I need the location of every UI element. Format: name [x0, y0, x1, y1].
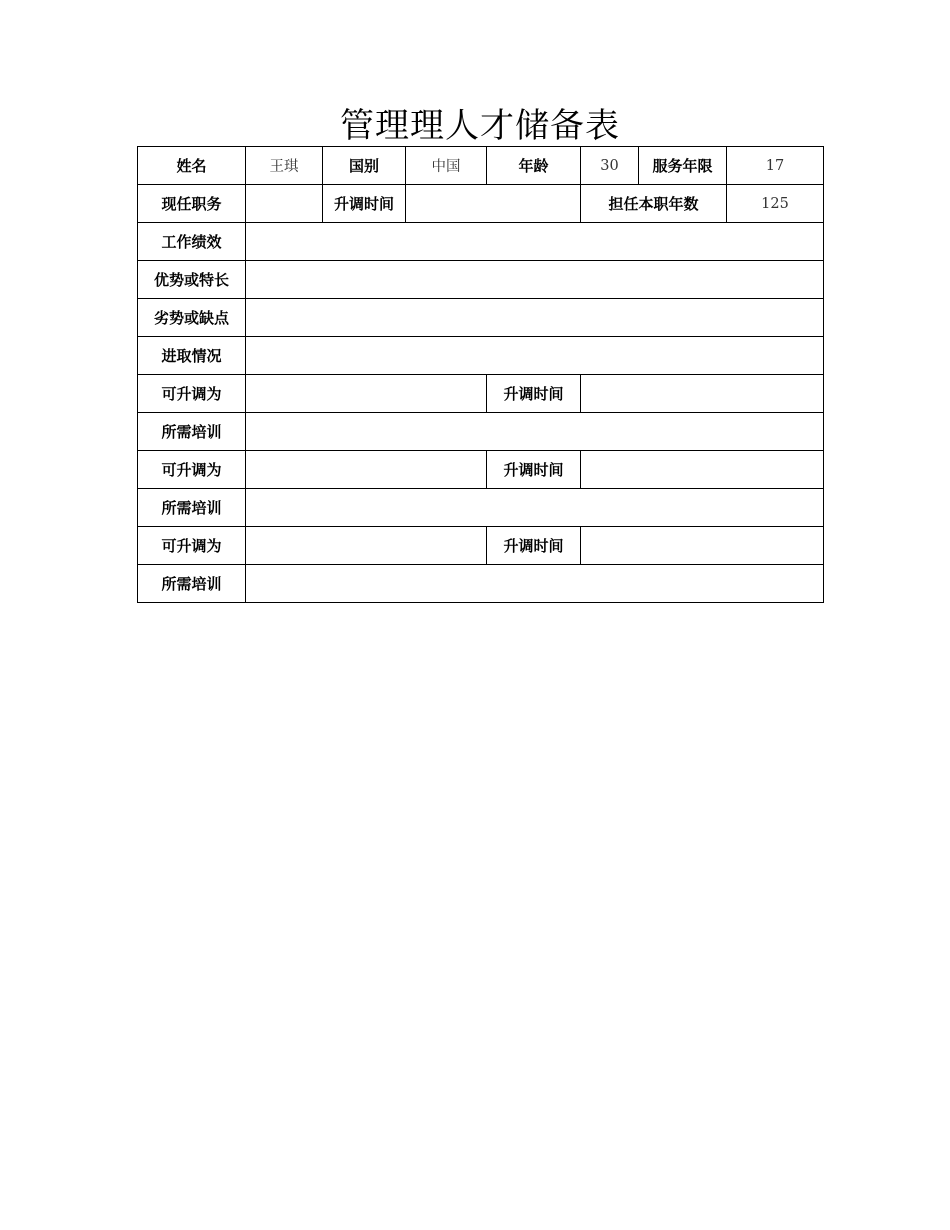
promotable-to-label: 可升调为	[138, 451, 246, 489]
talent-reserve-table	[137, 146, 824, 603]
age-label: 年龄	[487, 147, 581, 185]
weaknesses-label: 劣势或缺点	[138, 299, 246, 337]
page-title: 管理理人才储备表	[340, 106, 620, 146]
tenure-value[interactable]: 125	[727, 185, 824, 223]
current-position-value[interactable]	[246, 185, 323, 223]
promotable-to-label: 可升调为	[138, 375, 246, 413]
promotion-time-value[interactable]	[581, 527, 824, 565]
weaknesses-value[interactable]	[246, 299, 824, 337]
transfer-time-value[interactable]	[406, 185, 581, 223]
table-row	[138, 565, 824, 603]
strengths-label: 优势或特长	[138, 261, 246, 299]
promotable-to-value[interactable]	[246, 451, 487, 489]
table-row	[138, 185, 824, 223]
table-row	[138, 375, 824, 413]
promotion-time-value[interactable]	[581, 375, 824, 413]
service-years-label: 服务年限	[639, 147, 727, 185]
training-needed-label: 所需培训	[138, 489, 246, 527]
tenure-label: 担任本职年数	[581, 185, 727, 223]
promotion-time-label: 升调时间	[487, 527, 581, 565]
ambition-value[interactable]	[246, 337, 824, 375]
table-row	[138, 299, 824, 337]
work-performance-label: 工作绩效	[138, 223, 246, 261]
table-row	[138, 261, 824, 299]
promotion-time-value[interactable]	[581, 451, 824, 489]
training-needed-label: 所需培训	[138, 565, 246, 603]
promotion-time-label: 升调时间	[487, 375, 581, 413]
table-row	[138, 527, 824, 565]
ambition-label: 进取情况	[138, 337, 246, 375]
promotable-to-label: 可升调为	[138, 527, 246, 565]
name-label: 姓名	[138, 147, 246, 185]
table-row	[138, 337, 824, 375]
country-value[interactable]: 中国	[406, 147, 487, 185]
promotable-to-value[interactable]	[246, 375, 487, 413]
promotable-to-value[interactable]	[246, 527, 487, 565]
table-row	[138, 223, 824, 261]
training-needed-value[interactable]	[246, 489, 824, 527]
name-value[interactable]: 王琪	[246, 147, 323, 185]
age-value[interactable]: 30	[581, 147, 639, 185]
training-needed-value[interactable]	[246, 413, 824, 451]
table-row	[138, 489, 824, 527]
work-performance-value[interactable]	[246, 223, 824, 261]
training-needed-label: 所需培训	[138, 413, 246, 451]
table-row	[138, 413, 824, 451]
current-position-label: 现任职务	[138, 185, 246, 223]
service-years-value[interactable]: 17	[727, 147, 824, 185]
country-label: 国别	[323, 147, 406, 185]
promotion-time-label: 升调时间	[487, 451, 581, 489]
strengths-value[interactable]	[246, 261, 824, 299]
training-needed-value[interactable]	[246, 565, 824, 603]
transfer-time-label: 升调时间	[323, 185, 406, 223]
table-row	[138, 147, 824, 185]
table-row	[138, 451, 824, 489]
